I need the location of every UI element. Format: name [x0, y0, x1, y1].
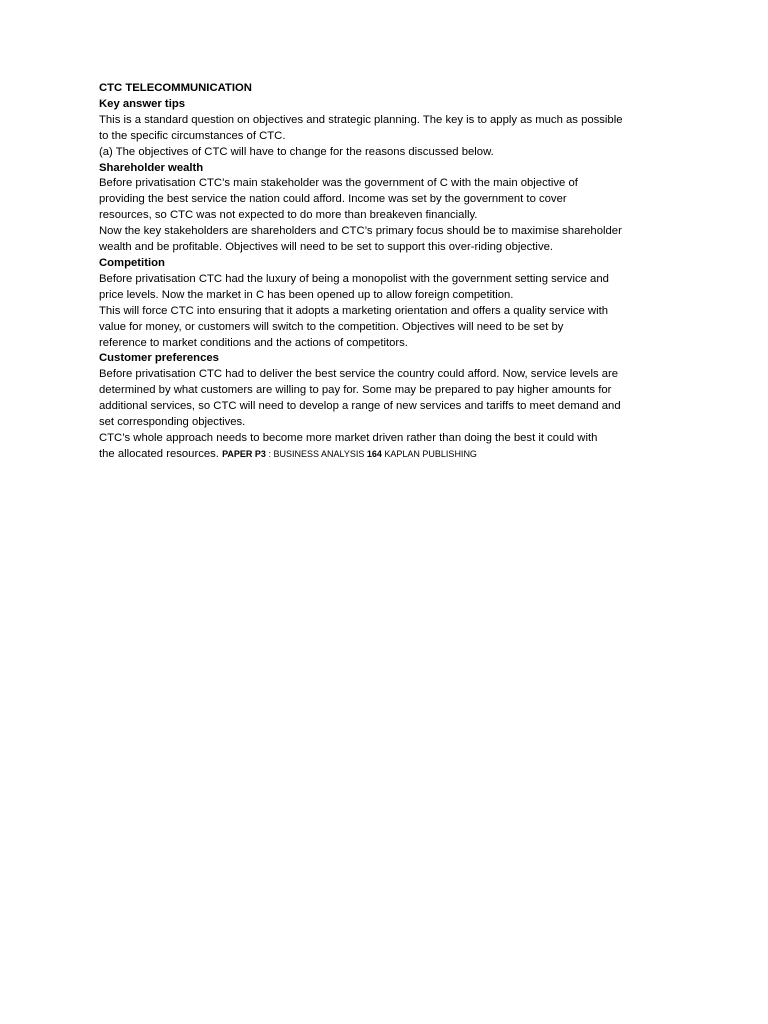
key-tips-heading: Key answer tips [99, 97, 186, 110]
paragraph-line: This will force CTC into ensuring that it adopts a marketing orientation and offers a quality service with [99, 304, 609, 317]
paragraph-line: Now the key stakeholders are shareholders and CTC’s primary focus should be to maximise shareholder [99, 225, 622, 238]
closing-text: the allocated resources. [99, 447, 219, 460]
intro-line: This is a standard question on objectives and strategic planning. The key is to apply as much as possible [99, 113, 623, 126]
paragraph-line: price levels. Now the market in C has been opened up to allow foreign competition. [99, 288, 514, 301]
paragraph-line: set corresponding objectives. [99, 416, 246, 429]
document-body [99, 81, 709, 463]
paragraph-line: Before privatisation CTC’s main stakeholder was the government of C with the main objective of [99, 177, 578, 190]
intro-line: to the specific circumstances of CTC. [99, 129, 286, 142]
closing-line [99, 447, 709, 463]
section-heading-shareholder-wealth: Shareholder wealth [99, 161, 204, 174]
paragraph-line: providing the best service the nation could afford. Income was set by the government to cover [99, 193, 567, 206]
paragraph-line: value for money, or customers will switch to the competition. Objectives will need to be set by [99, 320, 564, 333]
paragraph-line: Before privatisation CTC had the luxury of being a monopolist with the government setting service and [99, 272, 609, 285]
paragraph-line: additional services, so CTC will need to develop a range of new services and tariffs to meet demand and [99, 400, 621, 413]
document-title: CTC TELECOMMUNICATION [99, 82, 252, 94]
paragraph-line: Before privatisation CTC had to deliver the best service the country could afford. Now, service levels are [99, 368, 619, 381]
footer-subject: BUSINESS ANALYSIS [273, 448, 365, 459]
section-heading-customer-preferences: Customer preferences [99, 352, 219, 365]
page-footer [222, 449, 477, 459]
paragraph-line: determined by what customers are willing to pay for. Some may be prepared to pay higher amounts for [99, 384, 612, 397]
footer-paper: PAPER P3 [222, 448, 266, 459]
paragraph-line: reference to market conditions and the actions of competitors. [99, 336, 408, 349]
footer-separator: : [265, 448, 274, 459]
section-heading-competition: Competition [99, 256, 165, 269]
footer-publisher: KAPLAN PUBLISHING [384, 448, 477, 459]
paragraph-line: CTC’s whole approach needs to become more market driven rather than doing the best it could with [99, 431, 598, 444]
footer-page-number: 164 [366, 448, 382, 459]
paragraph-line: resources, so CTC was not expected to do more than breakeven financially. [99, 209, 478, 222]
paragraph-line: wealth and be profitable. Objectives will need to be set to support this over-riding objective. [99, 241, 554, 254]
part-a-line: (a) The objectives of CTC will have to change for the reasons discussed below. [99, 145, 494, 158]
